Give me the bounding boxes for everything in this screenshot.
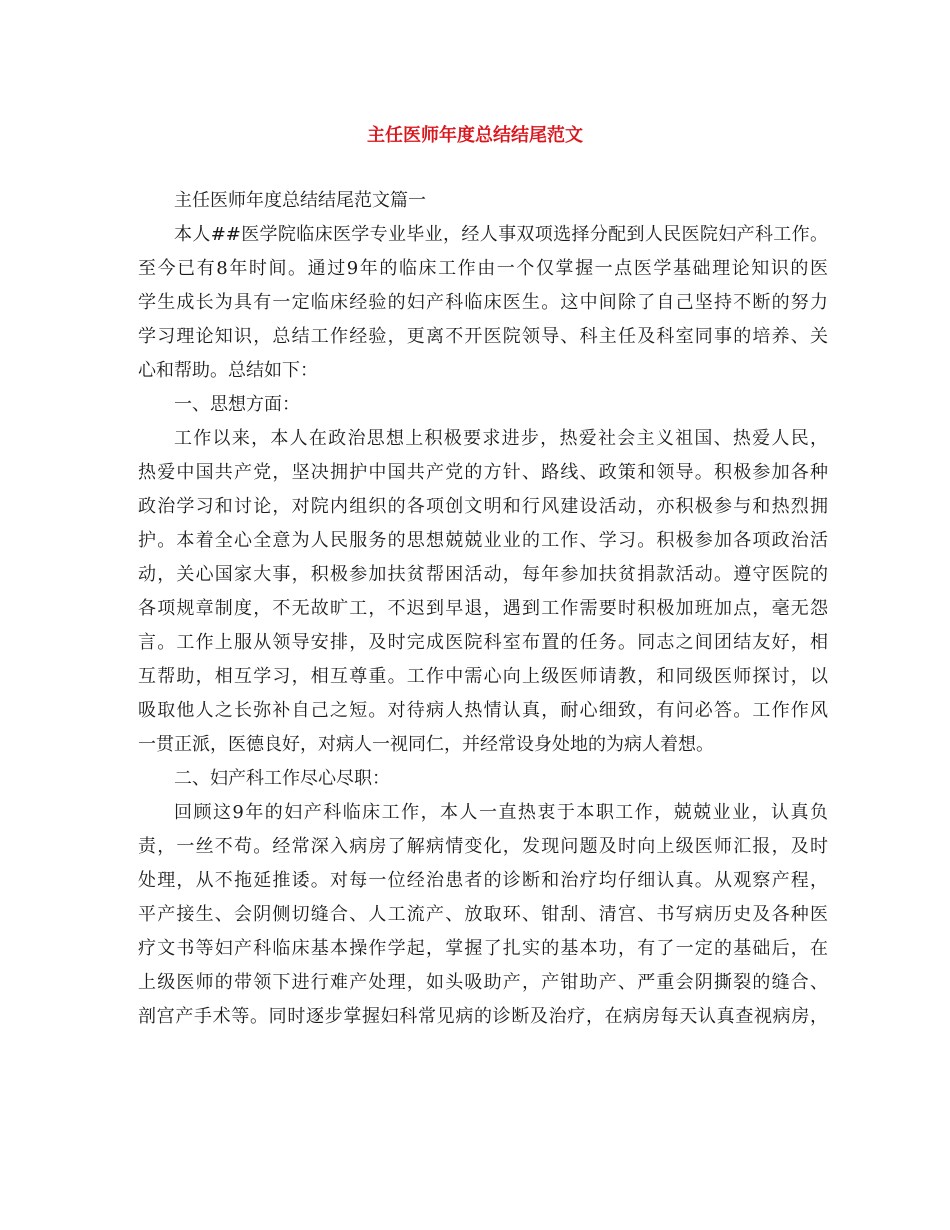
text-line: 各项规章制度，不无故旷工，不迟到早退，遇到工作需要时积极加班加点，毫无怨: [138, 598, 828, 619]
text-line: 至今已有8年时间。通过9年的临床工作由一个仅掌握一点医学基础理论知识的医: [138, 258, 828, 279]
text-line: 责，一丝不苟。经常深入病房了解病情变化，发现问题及时向上级医师汇报，及时: [138, 836, 828, 857]
text-line: 言。工作上服从领导安排，及时完成医院科室布置的任务。同志之间团结友好，相: [138, 632, 828, 653]
text-line: 动，关心国家大事，积极参加扶贫帮困活动，每年参加扶贫捐款活动。遵守医院的: [138, 564, 828, 585]
text-line: 处理，从不拖延推诿。对每一位经治患者的诊断和治疗均仔细认真。从观察产程，: [138, 870, 828, 891]
text-line: 热爱中国共产党，坚决拥护中国共产党的方针、路线、政策和领导。积极参加各种: [138, 462, 828, 483]
text-line: 一、思想方面：: [174, 394, 300, 415]
text-line: 学生成长为具有一定临床经验的妇产科临床医生。这中间除了自己坚持不断的努力: [138, 292, 828, 313]
text-line: 护。本着全心全意为人民服务的思想兢兢业业的工作、学习。积极参加各项政治活: [138, 530, 828, 551]
text-line: 互帮助，相互学习，相互尊重。工作中需心向上级医师请教，和同级医师探讨，以: [138, 666, 828, 687]
text-line: 学习理论知识，总结工作经验，更离不开医院领导、科主任及科室同事的培养、关: [138, 326, 828, 347]
text-line: 政治学习和讨论，对院内组织的各项创文明和行风建设活动，亦积极参与和热烈拥: [138, 496, 828, 517]
text-line: 一贯正派，医德良好，对病人一视同仁，并经常设身处地的为病人着想。: [138, 734, 714, 755]
text-line: 本人##医学院临床医学专业毕业，经人事双项选择分配到人民医院妇产科工作。: [174, 224, 828, 245]
text-line: 剖宫产手术等。同时逐步掌握妇科常见病的诊断及治疗，在病房每天认真查视病房，: [138, 1006, 828, 1027]
text-line: 疗文书等妇产科临床基本操作学起，掌握了扎实的基本功，有了一定的基础后，在: [138, 938, 828, 959]
text-line: 主任医师年度总结结尾范文篇一: [174, 190, 426, 211]
text-line: 吸取他人之长弥补自己之短。对待病人热情认真，耐心细致，有问必答。工作作风: [138, 700, 828, 721]
text-line: 心和帮助。总结如下：: [138, 360, 318, 381]
text-line: 上级医师的带领下进行难产处理，如头吸助产，产钳助产、严重会阴撕裂的缝合、: [138, 972, 828, 993]
document-body: [138, 184, 828, 1034]
document-title: 主任医师年度总结结尾范文: [367, 125, 583, 146]
text-line: 工作以来，本人在政治思想上积极要求进步，热爱社会主义祖国、热爱人民，: [174, 428, 828, 449]
text-line: 二、妇产科工作尽心尽职：: [174, 768, 390, 789]
text-line: 平产接生、会阴侧切缝合、人工流产、放取环、钳刮、清宫、书写病历史及各种医: [138, 904, 828, 925]
text-line: 回顾这9年的妇产科临床工作，本人一直热衷于本职工作，兢兢业业，认真负: [174, 802, 828, 823]
